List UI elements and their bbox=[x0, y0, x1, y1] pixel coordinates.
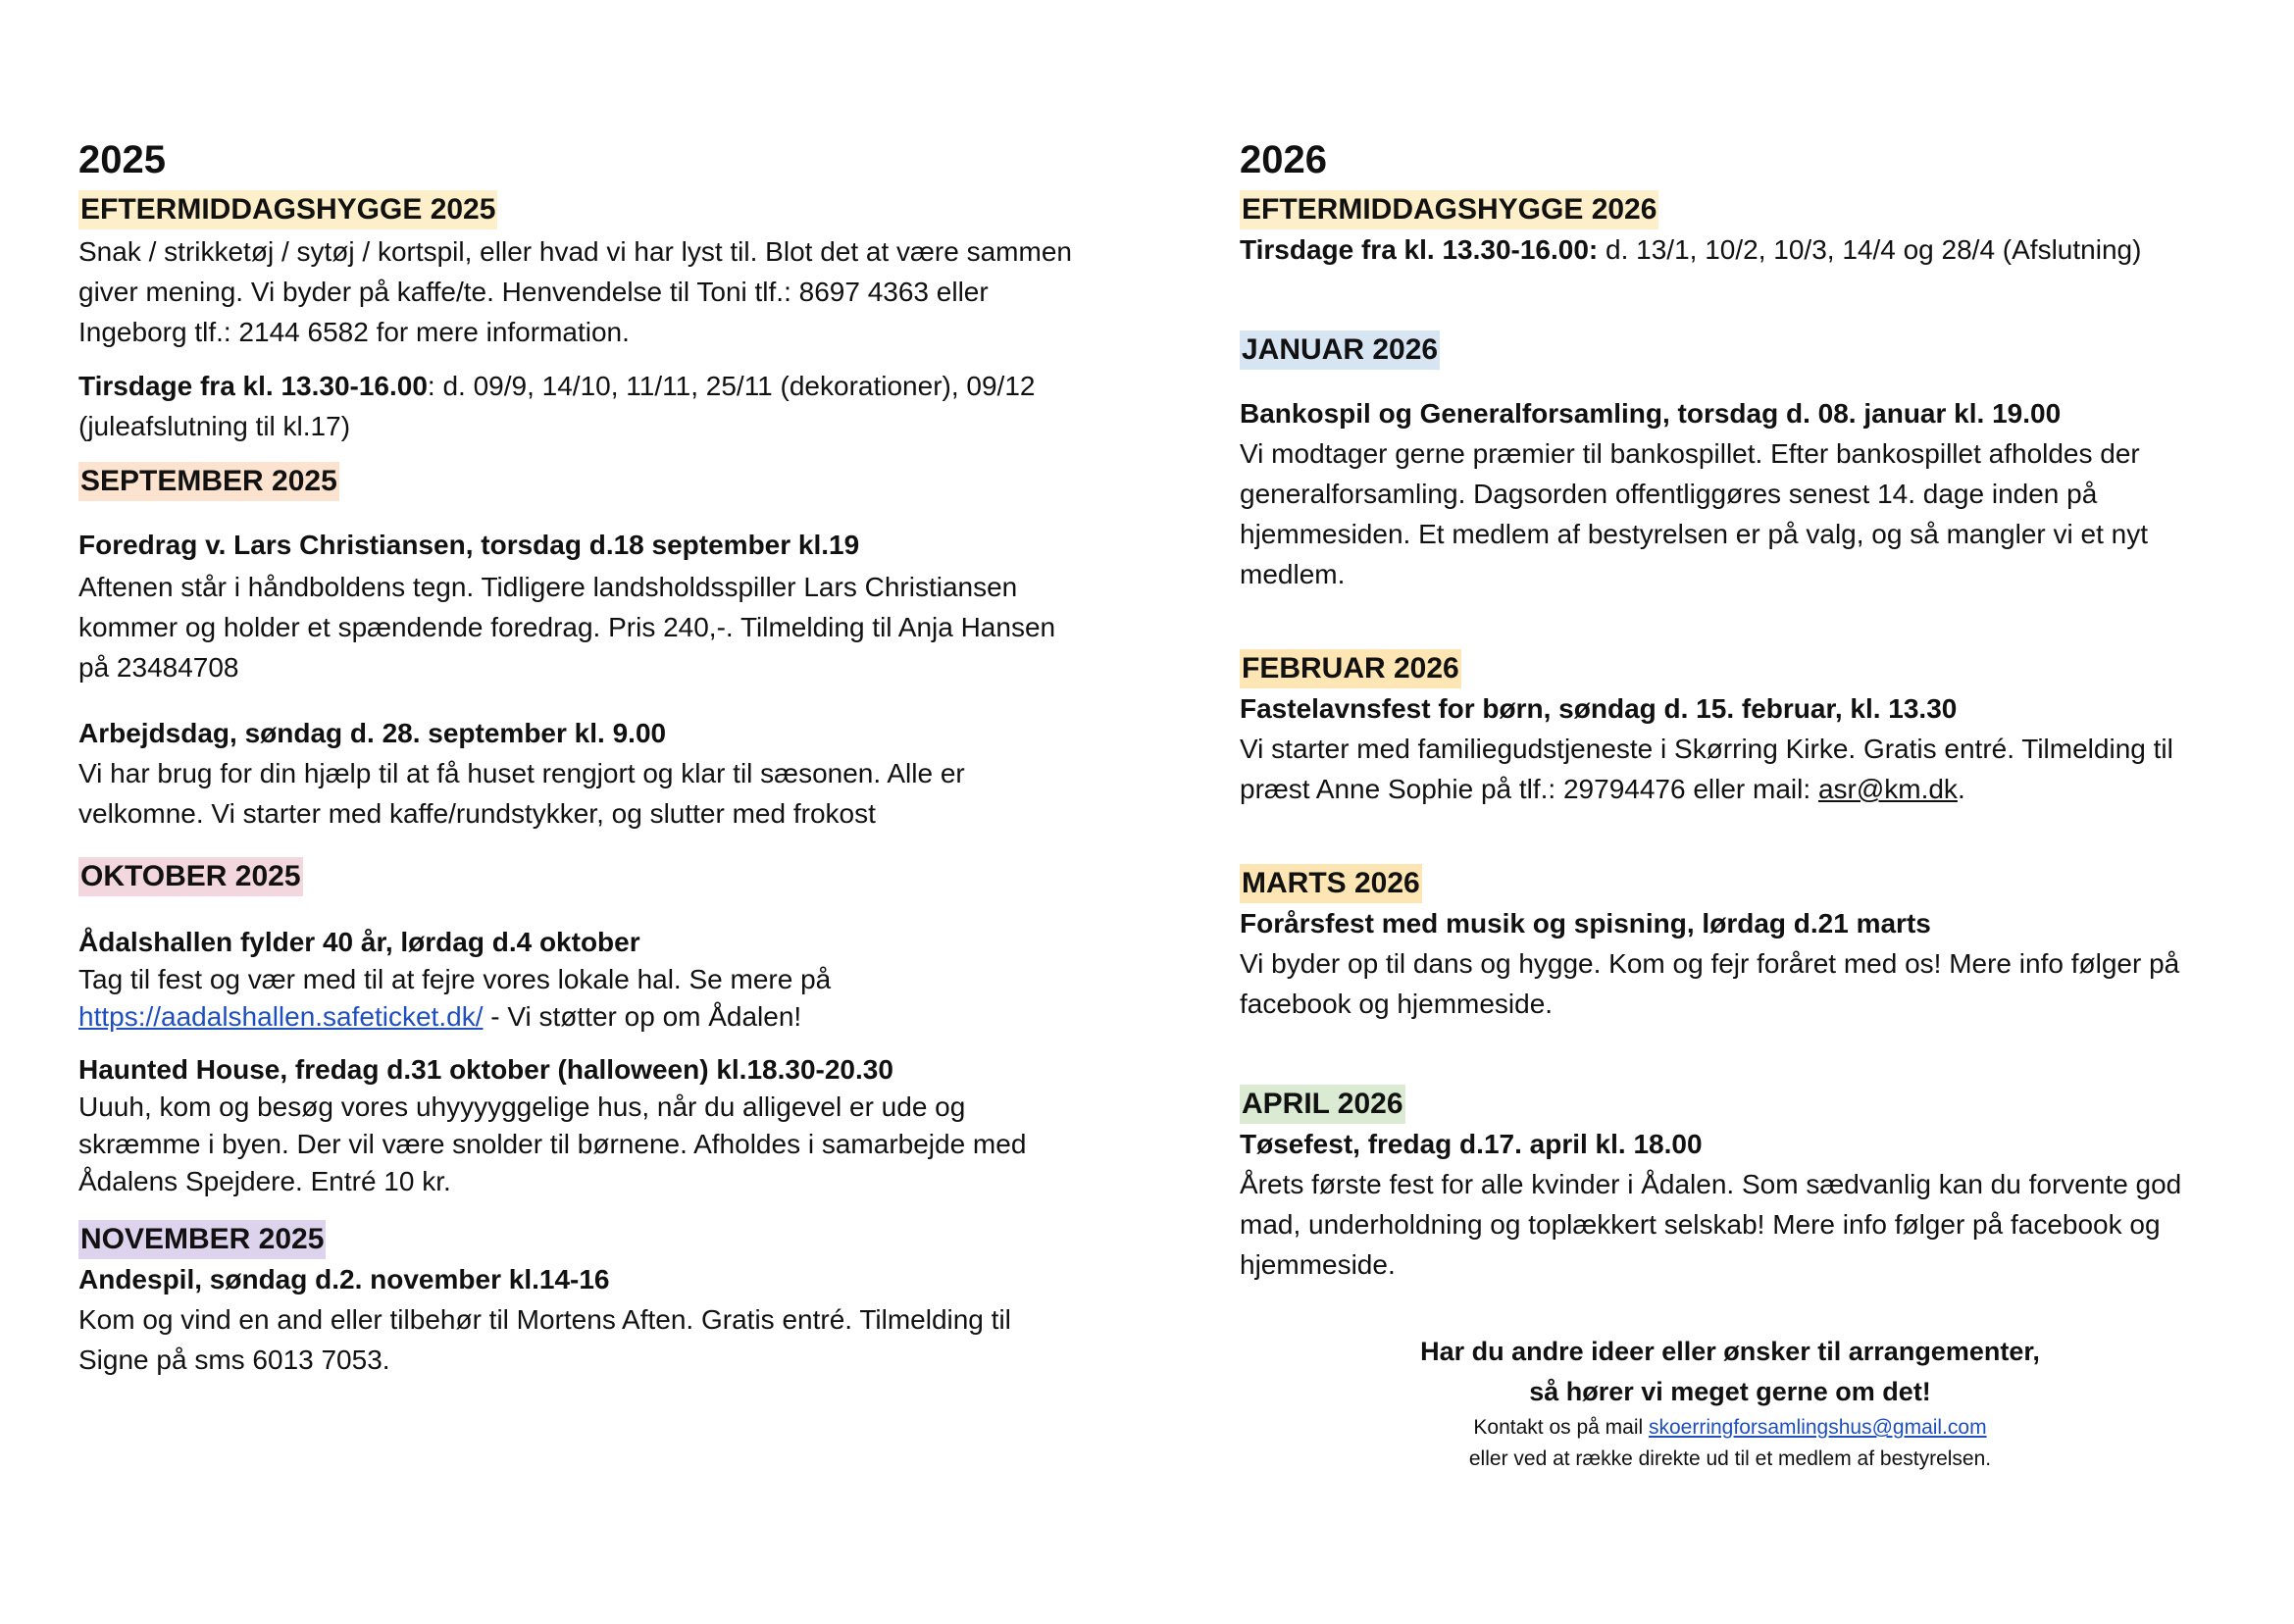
event-title-bankospil: Bankospil og Generalforsamling, torsdag d. 08. januar kl. 19.00 bbox=[1240, 398, 2062, 429]
event-body-arbejdsdag: Vi har brug for din hjælp til at få huset rengjort og klar til sæsonen. Alle er velkomne. Vi starter med kaffe/rundstykker, og slutter med frokost bbox=[78, 758, 965, 829]
contact-line bbox=[1240, 1412, 2220, 1444]
eftermiddagshygge-dates bbox=[1240, 229, 2220, 270]
mail-link-asr[interactable]: asr@km.dk bbox=[1817, 774, 1958, 804]
event-body-after: - Vi støtter op om Ådalen! bbox=[483, 1001, 802, 1032]
event-title-haunted-house: Haunted House, fredag d.31 oktober (halloween) kl.18.30-20.30 bbox=[78, 1054, 893, 1085]
event-body-end: . bbox=[1957, 774, 1965, 804]
dates-list: : d. 09/9, 14/10, 11/11, 25/11 (dekorationer), 09/12 (juleafslutning til kl.17) bbox=[78, 371, 1036, 441]
section-heading-november: NOVEMBER 2025 bbox=[78, 1220, 326, 1259]
closing-line-1: Har du andre ideer eller ønsker til arrangementer, bbox=[1420, 1337, 2040, 1366]
section-heading-januar: JANUAR 2026 bbox=[1240, 330, 1440, 370]
event-body-text: Tag til fest og vær med til at fejre vores lokale hal. Se mere på bbox=[78, 964, 832, 994]
event-title-foredrag: Foredrag v. Lars Christiansen, torsdag d.18 september kl.19 bbox=[78, 530, 860, 560]
eftermiddagshygge-dates bbox=[78, 366, 1079, 446]
event-title-fastelavn: Fastelavnsfest for børn, søndag d. 15. februar, kl. 13.30 bbox=[1240, 693, 1958, 724]
event-body-bankospil: Vi modtager gerne præmier til bankospillet. Efter bankospillet afholdes der generalforsamling. Dagsorden offentliggøres senest 14. dage inden på hjemmesiden. Et medlem af bestyrelsen er på valg, og så mangler vi et nyt medlem. bbox=[1240, 438, 2148, 589]
event-body-toesefest: Årets første fest for alle kvinder i Ådalen. Som sædvanlig kan du forvente god mad, underholdning og toplækkert selskab! Mere info følger på facebook og hjemmeside. bbox=[1240, 1169, 2182, 1280]
contact-prefix: Kontakt os på mail bbox=[1473, 1416, 1649, 1439]
year-heading: 2026 bbox=[1240, 138, 1327, 181]
event-title-foraarsfest: Forårsfest med musik og spisning, lørdag d.21 marts bbox=[1240, 908, 1931, 939]
event-body-haunted-house: Uuuh, kom og besøg vores uhyyyyggelige hus, når du alligevel er ude og skræmme i byen. Der vil være snolder til børnene. Afholdes i samarbejde med Ådalens Spejdere. Entré 10 kr. bbox=[78, 1091, 1027, 1196]
event-body-text: Vi starter med familiegudstjeneste i Skørring Kirke. Gratis entré. Tilmelding til præst Anne Sophie på tlf.: 29794476 eller mail: bbox=[1240, 734, 2173, 804]
event-body-fastelavn bbox=[1240, 729, 2220, 809]
section-heading-oktober: OKTOBER 2025 bbox=[78, 857, 303, 896]
dates-list: d. 13/1, 10/2, 10/3, 14/4 og 28/4 (Afslutning) bbox=[1598, 234, 2142, 265]
column-2026 bbox=[1240, 135, 2220, 1285]
event-title-arbejdsdag: Arbejdsdag, søndag d. 28. september kl. 9.00 bbox=[78, 718, 667, 748]
event-title-toesefest: Tøsefest, fredag d.17. april kl. 18.00 bbox=[1240, 1129, 1703, 1159]
contact-line-2: eller ved at række direkte ud til et medlem af bestyrelsen. bbox=[1468, 1447, 1992, 1470]
dates-label: Tirsdage fra kl. 13.30-16.00 bbox=[78, 371, 428, 401]
dates-label: Tirsdage fra kl. 13.30-16.00: bbox=[1240, 234, 1599, 265]
event-body-foraarsfest: Vi byder op til dans og hygge. Kom og fejr foråret med os! Mere info følger på facebook og hjemmeside. bbox=[1240, 948, 2180, 1019]
event-body-andespil: Kom og vind en and eller tilbehør til Mortens Aften. Gratis entré. Tilmelding til Signe på sms 6013 7053. bbox=[78, 1304, 1011, 1375]
eftermiddagshygge-description: Snak / strikketøj / sytøj / kortspil, eller hvad vi har lyst til. Blot det at være sammen giver mening. Vi byder på kaffe/te. Henvendelse til Toni tlf.: 8697 4363 eller Ingeborg tlf.: 2144 6582 for mere information. bbox=[78, 236, 1072, 347]
closing-note bbox=[1240, 1332, 2220, 1475]
event-body-aadalshallen bbox=[78, 961, 1079, 1036]
closing-line-2: så hører vi meget gerne om det! bbox=[1529, 1377, 1931, 1406]
column-2025 bbox=[78, 135, 1079, 1380]
section-heading-september: SEPTEMBER 2025 bbox=[78, 462, 339, 501]
section-heading-marts: MARTS 2026 bbox=[1240, 864, 1422, 903]
section-heading-april: APRIL 2026 bbox=[1240, 1085, 1405, 1124]
section-heading-eftermiddagshygge: EFTERMIDDAGSHYGGE 2025 bbox=[78, 190, 497, 229]
safeticket-link[interactable]: https://aadalshallen.safeticket.dk/ bbox=[78, 1001, 484, 1032]
event-title-aadalshallen: Ådalshallen fylder 40 år, lørdag d.4 oktober bbox=[78, 927, 640, 957]
event-body-foredrag: Aftenen står i håndboldens tegn. Tidligere landsholdsspiller Lars Christiansen kommer og holder et spændende foredrag. Pris 240,-. Tilmelding til Anja Hansen på 23484708 bbox=[78, 572, 1056, 683]
event-title-andespil: Andespil, søndag d.2. november kl.14-16 bbox=[78, 1264, 610, 1294]
section-heading-eftermiddagshygge: EFTERMIDDAGSHYGGE 2026 bbox=[1240, 190, 1658, 229]
section-heading-februar: FEBRUAR 2026 bbox=[1240, 649, 1461, 688]
year-heading: 2025 bbox=[78, 138, 166, 181]
contact-mail-link[interactable]: skoerringforsamlingshus@gmail.com bbox=[1648, 1416, 1987, 1439]
